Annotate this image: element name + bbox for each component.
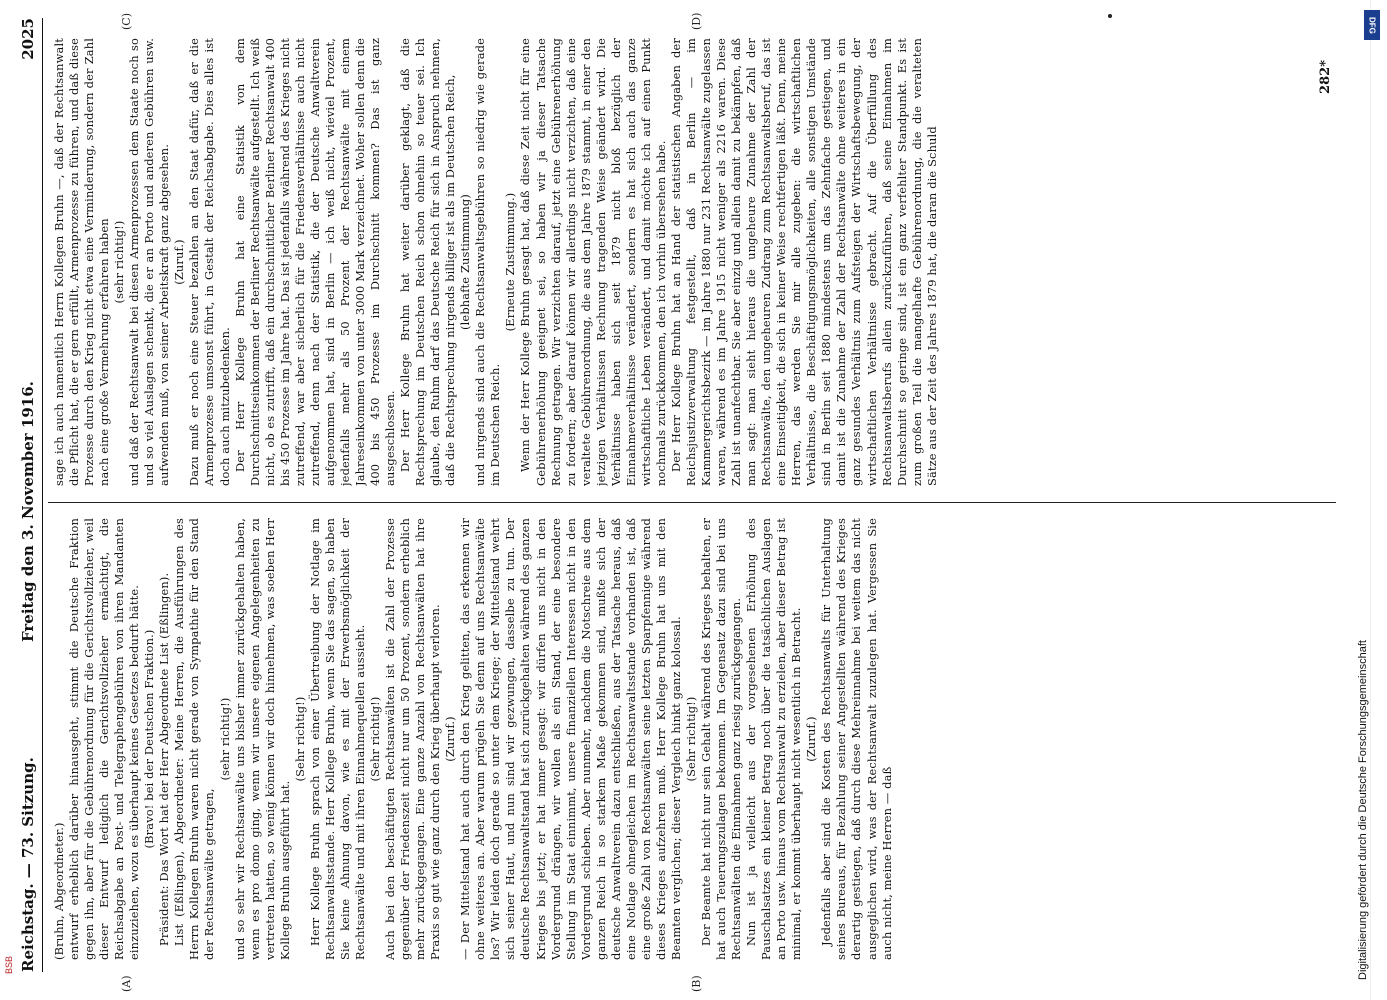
paragraph: Nun ist ja vielleicht aus der vorgesehenen Erhöhung des Pauschalsatzes ein kleiner Betrag noch über die tatsächlichen Auslagen an Porto usw. hinaus vom Rechtsanwalt zu erzielen, aber dieser Betrag ist minimal, er kommt überhaupt nicht wesentlich in Betracht. — [744, 518, 804, 960]
paragraph: (Sehr richtig!) — [367, 696, 382, 782]
paragraph: entwurf erheblich darüber hinausgeht, stimmt die Deutsche Fraktion gegen ihn, aber für die Gebührenordnung für die Gerichtsvollzieher, weil dieser Entwurf lediglich die Gerichtsvollzieher ermächtigt, die Reichsabgabe an Post- und Telegraphengebühren von ihren Mandanten einzuziehen, wozu es überhaupt keines Gesetzes bedurft hätte. — [67, 518, 142, 960]
library-mark: BSB — [4, 955, 14, 974]
paragraph: — Der Mittelstand hat auch durch den Krieg gelitten, das erkennen wir ohne weiteres an. Aber warum prügeln Sie denn auf uns Rechtsanwälte los? Wir leiden doch gerade so unter dem Kriege; der Mittelstand wehrt sich seiner Haut, und nun sind wir gezwungen, dasselbe zu tun. Der deutsche Rechtsanwaltstand hat sich zurückgehalten während des ganzen Krieges bis jetzt; er hat immer gesagt: wir dürfen uns nicht in den Vordergrund drängen, wir wollen als ein Stand, der eine besondere Stellung im Staat einnimmt, unsere finanziellen Interessen nicht in den Vordergrund schieben. Aber nunmehr, nachdem die Notschreie aus dem ganzen Reich in so starkem Maße gekommen sind, mußte sich der deutsche Anwaltverein dazu entschließen, aus der Tatsache heraus, daß eine Notlage ohnegleichen im Rechtsanwaltsstande vorhanden ist, daß eine große Zahl von Rechtsanwälten seine letzten Sparpfennige während dieses Krieges aufzehren muß. Herr Kollege Bruhn hat uns mit den Beamten verglichen; dieser Vergleich hinkt ganz kolossal. — [458, 518, 683, 960]
paragraph: Der Herr Kollege Bruhn hat eine Statistik von dem Durchschnittseinkommen der Berliner Rechtsanwälte aufgestellt. Ich weiß nicht, ob es zutrifft, daß ein durchschnittlicher Berliner Rechtsanwalt 400 bis 450 Prozesse im Jahre hat. Das ist jedenfalls während des Krieges nicht zutreffend, war aber sicherlich für die Friedensverhältnisse auch nicht zutreffend, denn nach der Statistik, die der Deutsche Anwaltverein aufgenommen hat, sind in Berlin — ich weiß nicht, wieviel Prozent, jedenfalls mehr als 50 Prozent der Rechtsanwälte mit einem Jahreseinkommen von unter 3000 Mark verzeichnet. Woher sollen denn die 400 bis 450 Prozesse im Durchschnitt kommen? Das ist ganz ausgeschlossen. — [232, 38, 398, 486]
paragraph: (Sehr richtig!) — [683, 696, 698, 782]
paragraph: List (Eßlingen), Abgeordneter: Meine Herren, die Ausführungen des Herrn Kollegen Bruhn waren nicht gerade von Sympathie für den Stand der Rechtsanwälte getragen, — [172, 518, 217, 960]
scan-speck — [1108, 14, 1112, 18]
paragraph: Der Herr Kollege Bruhn hat an Hand der statistischen Angaben der Reichsjustizverwaltung festgestellt, daß in Berlin — im Kammergerichtsbezirk — im Jahre 1880 nur 231 Rechtsanwälte zugelassen waren, während es im Jahre 1915 nicht weniger als 2216 waren. Diese Zahl ist unanfechtbar. Sie aber einzig und allein damit zu bekämpfen, daß man sagt: man sieht hieraus die ungeheure Zunahme der Zahl der Rechtsanwälte, den ungeheuren Zudrang zum Rechtsanwaltsberuf, das ist eine Einseitigkeit, die sich in keiner Weise rechtfertigen läßt. Denn, meine Herren, das werden Sie mir alle zugeben: die wirtschaftlichen Verhältnisse, die Beschäftigungsmöglichkeiten, alle sonstigen Umstände sind in Berlin seit 1880 mindestens um das Zehnfache gestiegen, und damit ist die Zunahme der Zahl der Rechtsanwälte ohne weiteres in ein ganz gesundes Verhältnis zum Aufsteigen der Wirtschaftsbewegung, der wirtschaftlichen Verhältnisse gebracht. Auf die Überfüllung des Rechtsanwaltsberufs allein zurückzuführen, daß seine Einnahmen im Durchschnitt so geringe sind, ist ein ganz verfehlter Standpunkt. Es ist zum großen Teil die mangelhafte Gebührenordnung, die die veralteten Sätze aus der Zeit des Jahres 1879 hat, die daran die Schuld — [668, 38, 939, 486]
paragraph: (Zuruf.) — [804, 716, 819, 762]
dfg-logo: DFG — [1364, 10, 1380, 40]
margin-letter-b: (B) — [690, 975, 703, 992]
header-page-number: 2025 — [19, 18, 37, 60]
right-text-column — [52, 38, 1332, 486]
column-divider — [48, 502, 1336, 503]
paragraph: Der Herr Kollege Bruhn hat weiter darüber geklagt, daß die Rechtsprechung im Deutschen Reich schon ohnehin so teuer sei. Ich glaube, den Ruhm darf das Deutsche Reich für sich in Anspruch nehmen, daß die Rechtsprechung nirgends billiger ist als im Deutschen Reich, — [398, 38, 458, 486]
digitization-credit: Digitalisierung gefördert durch die Deutsche Forschungsgemeinschaft — [1357, 640, 1369, 980]
paragraph: Der Beamte hat nicht nur sein Gehalt während des Krieges behalten, er hat auch Teuerungszulagen bekommen. Im Gegensatz dazu sind bei uns Rechtsanwälten die Einnahmen ganz riesig zurückgegangen. — [699, 518, 744, 960]
paragraph: und daß der Rechtsanwalt bei diesen Armenprozessen dem Staate noch so und so viel Auslagen schenkt, die er an Porto und anderen Gebühren usw. aufwenden muß, von seiner Arbeitskraft ganz abgesehen. — [127, 38, 172, 486]
paragraph: (Bruhn, Abgeordneter.) — [52, 822, 66, 960]
paragraph: Herr Kollege Bruhn sprach von einer Übertreibung der Notlage im Rechtsanwaltsstande. Herr Kollege Bruhn, wenn Sie das sagen, so haben Sie keine Ahnung davon, wie es mit der Erwerbsmöglichkeit der Rechtsanwälte und mit ihren Einnahmequellen aussieht. — [307, 518, 367, 960]
paragraph: (sehr richtig!) — [112, 220, 127, 304]
paragraph: Auch bei den beschäftigten Rechtsanwälten ist die Zahl der Prozesse gegenüber der Friedenszeit nicht nur um 50 Prozent, sondern erheblich mehr zurückgegangen. Eine ganze Anzahl von Rechtsanwälten hat ihre Praxis so gut wie ganz durch den Krieg überhaupt verloren. — [383, 518, 443, 960]
paragraph: (sehr richtig!) — [217, 697, 232, 781]
header-date: Freitag den 3. November 1916. — [19, 381, 37, 642]
left-text-column — [52, 518, 1332, 960]
paragraph: (lebhafte Zustimmung) — [458, 194, 473, 330]
paragraph: Jedenfalls aber sind die Kosten des Rechtsanwalts für Unterhaltung seines Bureaus, für Bezahlung seiner Angestellten während des Krieges derartig gestiegen, daß durch diese Mehreinnahme bei weitem das nicht ausgeglichen wird, was der Rechtsanwalt zuzulegen hat. Vergessen Sie auch nicht, meine Herren — daß — [819, 518, 894, 960]
header-session: Reichstag. — 73. Sitzung. — [19, 757, 37, 972]
printer-signature: 282* — [1318, 60, 1333, 94]
credit-strip — [1370, 0, 1387, 1000]
page-header — [6, 18, 43, 972]
margin-letter-a: (A) — [120, 975, 133, 992]
paragraph: und nirgends sind auch die Rechtsanwaltsgebühren so niedrig wie gerade im Deutschen Reich. — [473, 38, 503, 486]
paragraph: Präsident: Das Wort hat der Herr Abgeordnete List (Eßlingen). — [157, 572, 172, 946]
paragraph: (Zuruf.) — [443, 716, 458, 762]
margin-letter-d: (D) — [690, 12, 703, 30]
paragraph: (Zuruf.) — [172, 239, 187, 285]
paragraph: (Erneute Zustimmung.) — [503, 192, 518, 332]
paragraph: sage ich auch namentlich Herrn Kollegen Bruhn —, daß der Rechtsanwalt die Pflicht hat, die er gern erfüllt, Armenprozesse zu führen, und daß diese Prozesse durch den Krieg nicht etwa eine Verminderung, sondern der Zahl nach eine große Vermehrung erfahren haben — [52, 38, 112, 486]
margin-letter-c: (C) — [120, 13, 133, 30]
paragraph: (Bravo! bei der Deutschen Fraktion.) — [142, 629, 157, 849]
paragraph: und so sehr wir Rechtsanwälte uns bisher immer zurückgehalten haben, wenn es pro domo ging, wenn wir unsere eigenen Angelegenheiten zu vertreten hatten, so wenig können wir doch hinnehmen, was soeben Herr Kollege Bruhn ausgeführt hat. — [232, 518, 292, 960]
paragraph: Dazu muß er noch eine Steuer bezahlen an den Staat dafür, daß er die Armenprozesse umsonst führt, in Gestalt der Reichsabgabe. Dies alles ist doch auch mitzubedenken. — [187, 38, 232, 486]
paragraph: (Sehr richtig!) — [292, 696, 307, 782]
paragraph: Wenn der Herr Kollege Bruhn gesagt hat, daß diese Zeit nicht für eine Gebührenerhöhung geeignet sei, so haben wir ja dieser Tatsache Rechnung getragen. Wir verzichten darauf, jetzt eine Gebührenerhöhung zu fordern; aber darauf können wir allerdings nicht verzichten, daß eine veraltete Gebührenordnung, die aus dem Jahre 1879 stammt, in einer den jetzigen Verhältnissen Rechnung tragenden Weise geändert wird. Die Verhältnisse haben sich seit 1879 nicht bloß bezüglich der Einnahmeverhältnisse verändert, sondern es hat sich auch das ganze wirtschaftliche Leben verändert, und damit möchte ich auf einen Punkt nochmals zurückkommen, den ich vorhin übersehen habe. — [518, 38, 668, 486]
